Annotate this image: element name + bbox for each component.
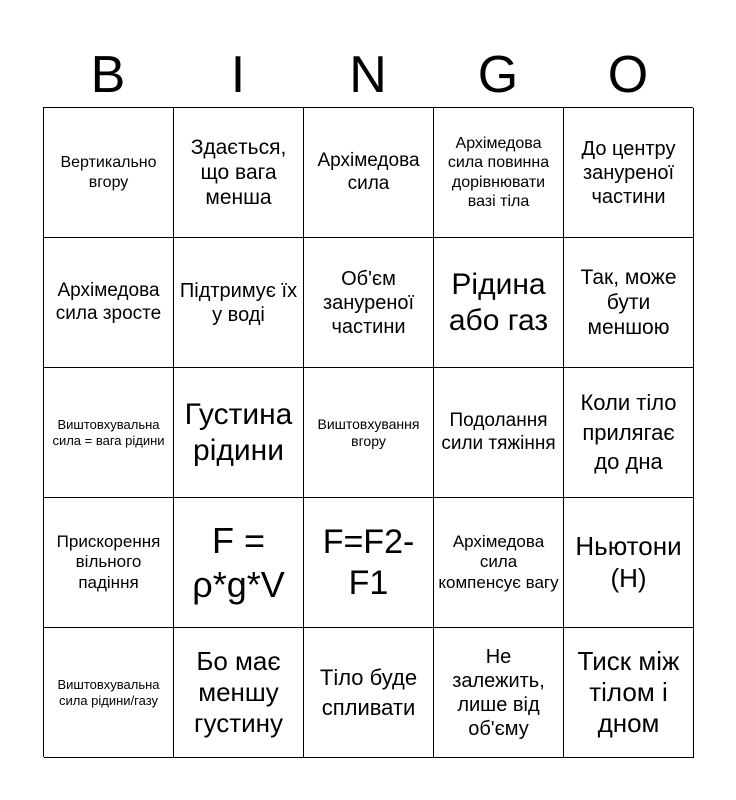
bingo-cell[interactable] <box>44 108 174 238</box>
bingo-cell[interactable] <box>174 108 304 238</box>
cell-text: Архімедова сила повинна дорівнювати вазі тіла <box>447 135 550 210</box>
bingo-cell[interactable] <box>304 498 434 628</box>
cell-text: F=F2-F1 <box>322 522 415 602</box>
bingo-cell[interactable] <box>304 238 434 368</box>
cell-text: Вертикально вгору <box>60 154 157 191</box>
cell-text: Архімедова сила <box>317 149 420 194</box>
bingo-cell[interactable] <box>434 498 564 628</box>
cell-text: Виштовхувальна сила = вага рідини <box>52 416 165 448</box>
bingo-cell[interactable] <box>174 368 304 498</box>
bingo-cell[interactable] <box>434 368 564 498</box>
cell-text: Здається, що вага менша <box>190 135 287 210</box>
cell-text: Тиск між тілом і дном <box>577 645 680 739</box>
cell-text: Подолання сили тяжіння <box>441 409 556 454</box>
header-letter-b: B <box>90 46 126 104</box>
bingo-cell[interactable] <box>174 238 304 368</box>
cell-text: Тіло буде спливати <box>319 664 418 720</box>
cell-text: Виштовхування вгору <box>317 415 420 449</box>
cell-text: Прискорення вільного падіння <box>56 531 161 592</box>
cell-text: F = ρ*g*V <box>192 520 285 605</box>
header-letter-g: G <box>477 46 519 104</box>
header-letter-o: O <box>607 46 649 104</box>
bingo-card-grid <box>43 107 693 757</box>
bingo-cell[interactable] <box>44 368 174 498</box>
cell-text: До центру зануреної частини <box>581 137 676 208</box>
header-letter-n: N <box>349 46 387 104</box>
header-letter-i: I <box>230 46 246 104</box>
cell-text: Ньютони (Н) <box>575 531 682 593</box>
bingo-cell[interactable] <box>564 238 694 368</box>
bingo-cell[interactable] <box>564 628 694 758</box>
cell-text: Виштовхувальна сила рідини/газу <box>57 676 160 708</box>
cell-text: Об'єм зануреної частини <box>322 267 415 338</box>
bingo-cell[interactable] <box>434 238 564 368</box>
bingo-cell[interactable] <box>304 108 434 238</box>
bingo-cell[interactable] <box>564 368 694 498</box>
bingo-cell[interactable] <box>564 108 694 238</box>
bingo-cell[interactable] <box>174 628 304 758</box>
cell-text: Не залежить, лише від об'єму <box>452 645 545 740</box>
bingo-cell[interactable] <box>434 628 564 758</box>
bingo-cell[interactable] <box>434 108 564 238</box>
bingo-cell[interactable] <box>44 498 174 628</box>
bingo-cell[interactable] <box>304 628 434 758</box>
bingo-cell[interactable] <box>174 498 304 628</box>
cell-text: Архімедова сила компенсує вагу <box>438 531 559 592</box>
bingo-cell[interactable] <box>44 628 174 758</box>
cell-text: Густина рідини <box>184 397 293 467</box>
bingo-cell[interactable] <box>304 368 434 498</box>
cell-text: Так, може бути меншою <box>580 265 677 340</box>
bingo-cell[interactable] <box>564 498 694 628</box>
cell-text: Підтримує їх у воді <box>179 279 298 326</box>
bingo-header <box>43 40 693 110</box>
cell-text: Бо має меншу густину <box>194 645 283 739</box>
cell-text: Рідина або газ <box>448 267 549 337</box>
cell-text: Коли тіло прилягає до дна <box>580 389 677 475</box>
cell-text: Архімедова сила зросте <box>55 279 162 324</box>
bingo-cell[interactable] <box>44 238 174 368</box>
